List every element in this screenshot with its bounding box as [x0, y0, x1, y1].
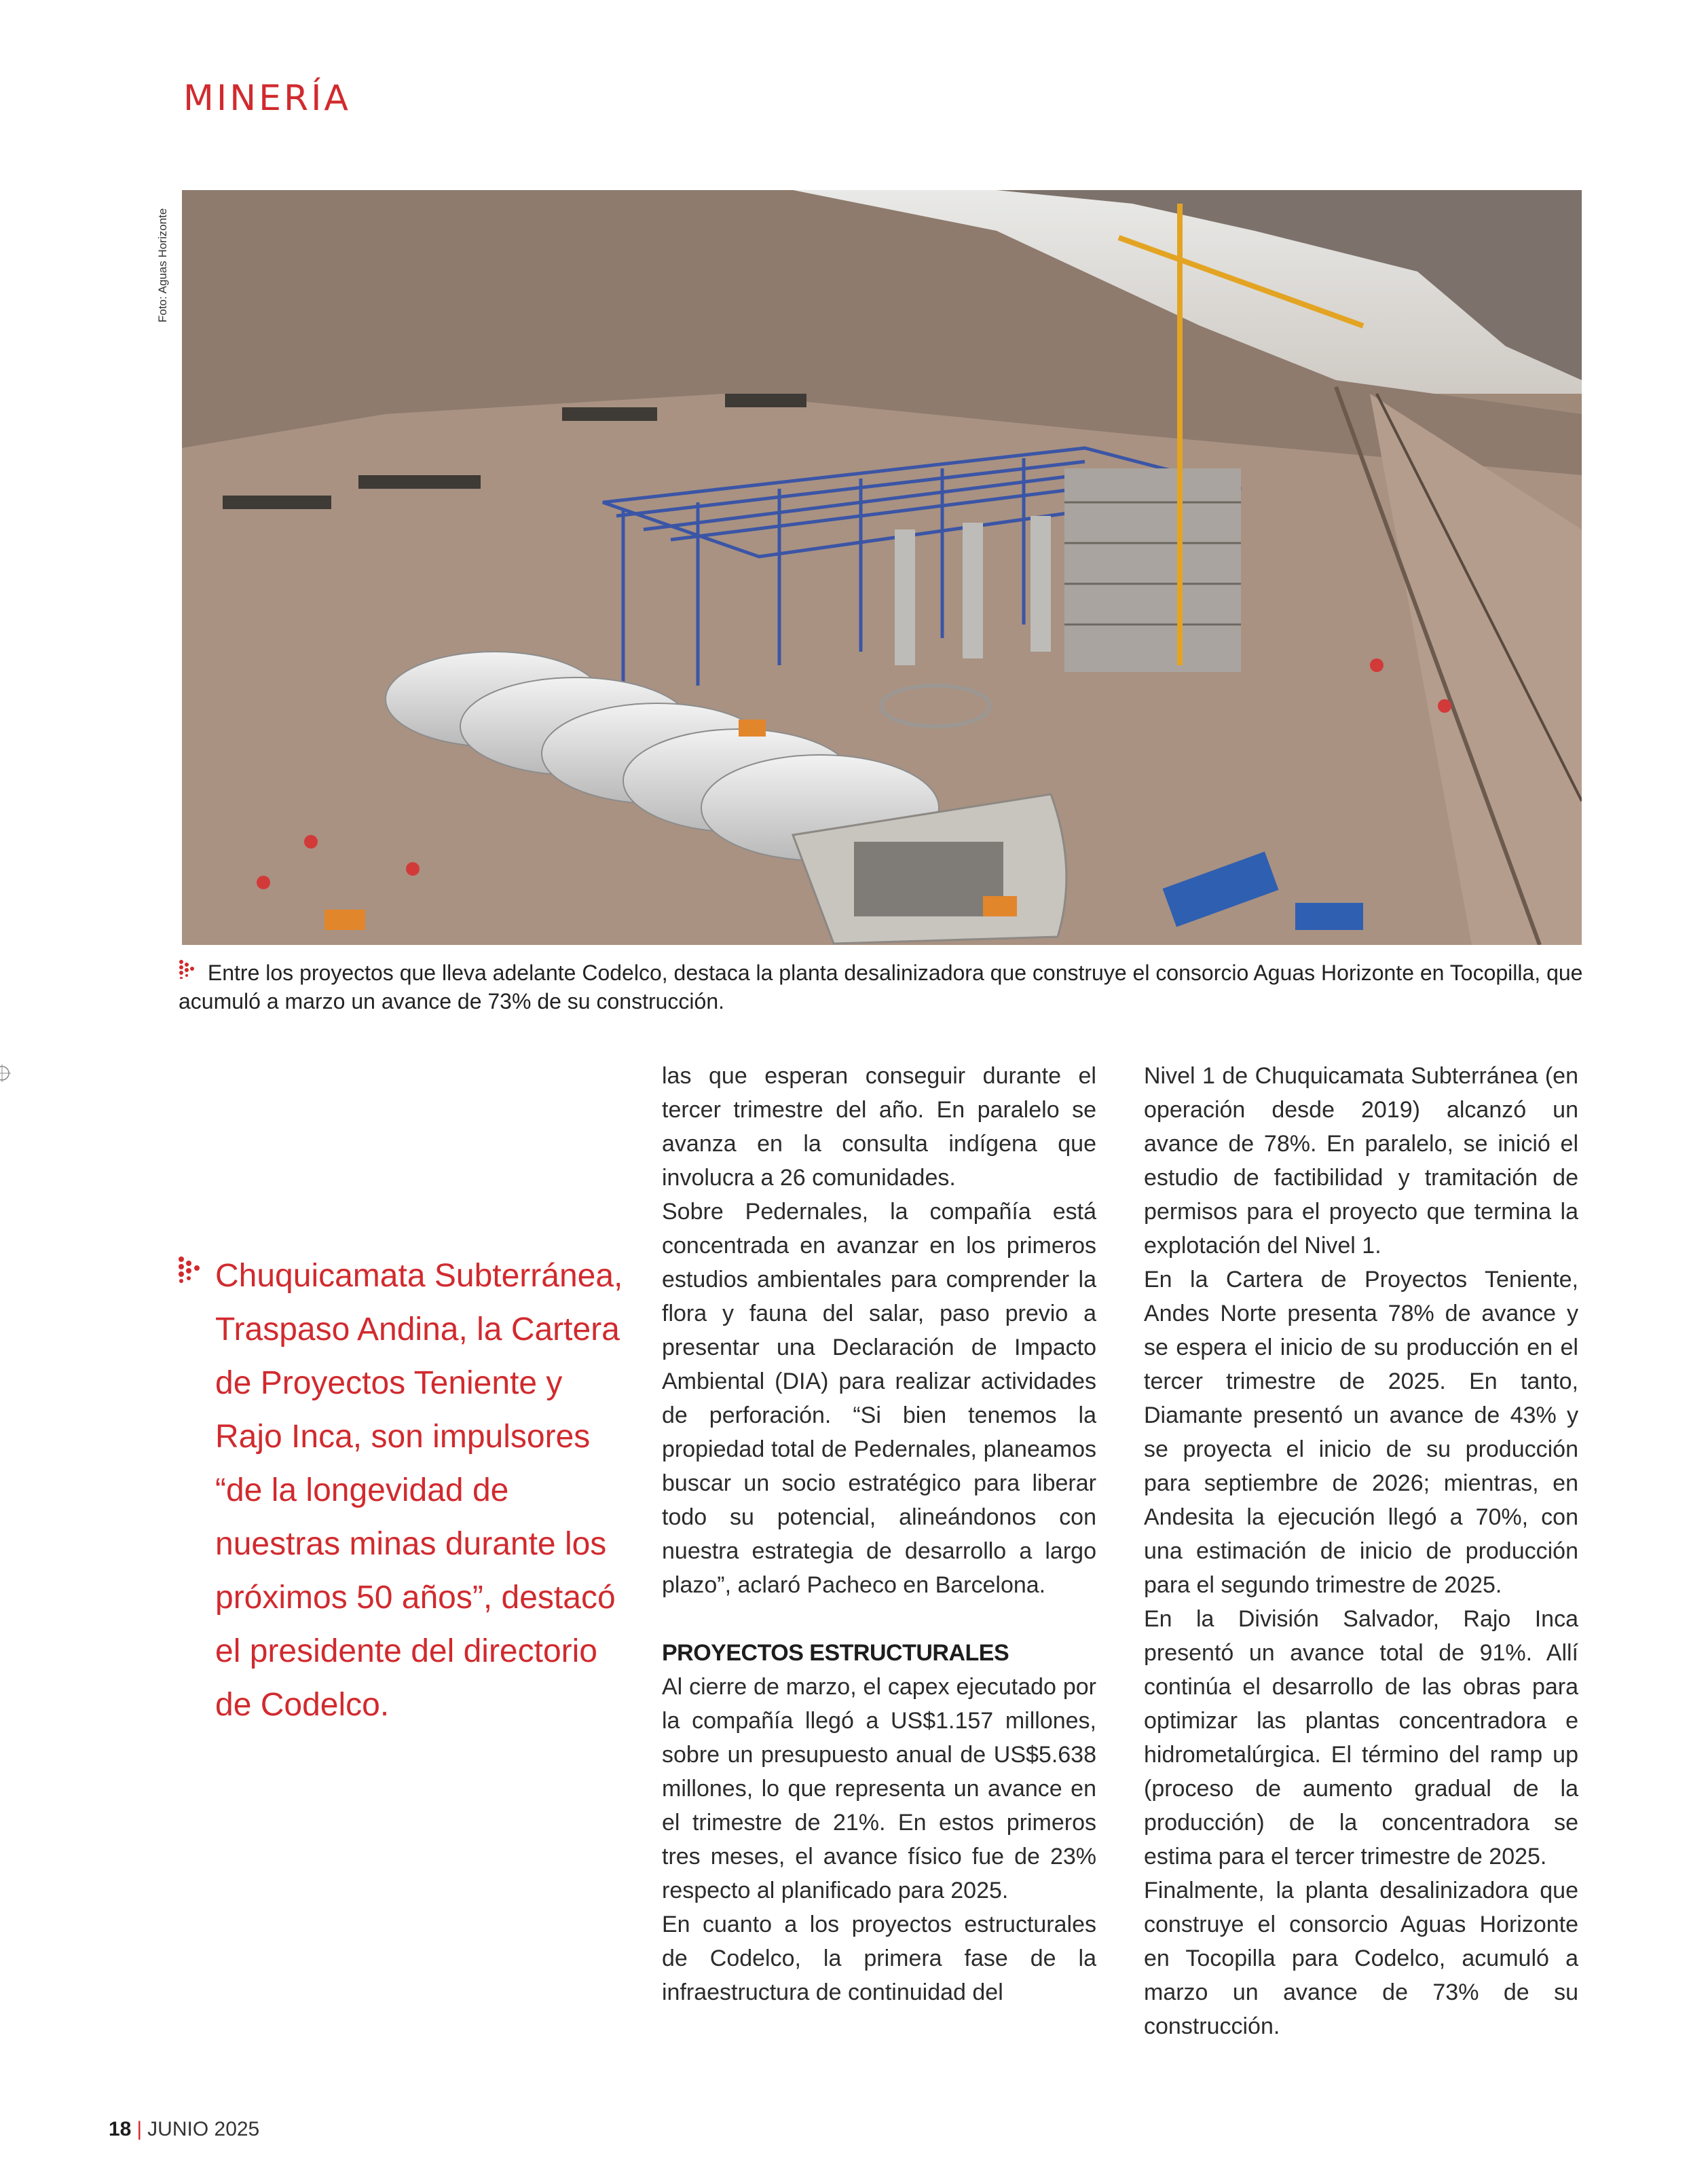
column2-paragraph-2: En la Cartera de Proyectos Teniente, Andes Norte presenta 78% de avance y se espera el inicio de su producción en el tercer trimestre de 2025. En tanto, Diamante presentó un avance de 43% y se proyecta el inicio de su producción para septiembre de 2026; mientras, en Andesita la ejecución llegó a 70%, con una estimación de inicio de producción para el segundo trimestre de 2025.	[1144, 1267, 1578, 1598]
page-footer	[109, 2118, 259, 2141]
pullquote-text: Chuquicamata Subterránea, Traspaso Andina, la Cartera de Proyectos Teniente y Rajo Inca, son impulsores “de la longevidad de nuestras minas durante los próximos 50 años”, destacó el presidente del directorio de Codelco.	[215, 1258, 623, 1723]
page-number: 18	[109, 2118, 132, 2140]
desalination-plant-illustration	[182, 190, 1582, 945]
pullquote-bullet-icon	[178, 1256, 205, 1283]
pull-quote	[178, 1249, 626, 1732]
caption-text: Entre los proyectos que lleva adelante Codelco, destaca la planta desalinizadora que construye el consorcio Aguas Horizonte en Tocopilla, que acumuló a marzo un avance de 73% de su construcción.	[179, 961, 1583, 1013]
section-subheading: PROYECTOS ESTRUCTURALES	[662, 1640, 1009, 1666]
photo-caption	[179, 959, 1584, 1016]
column2-paragraph-1: Nivel 1 de Chuquicamata Subterránea (en operación desde 2019) alcanzó un avance de 78%. En paralelo, se inició el estudio de factibilidad y tramitación de permisos para el proyecto que termina la explotación del Nivel 1.	[1144, 1063, 1578, 1259]
construction-photo	[182, 190, 1582, 945]
column1-paragraph-4: En cuanto a los proyectos estructurales de Codelco, la primera fase de la infraestructura de continuidad del	[662, 1912, 1096, 2005]
body-column-1	[662, 1059, 1096, 2009]
section-label: MINERÍA	[183, 78, 351, 119]
column2-paragraph-3: En la División Salvador, Rajo Inca presentó un avance total de 91%. Allí continúa el desarrollo de las obras para optimizar las plantas concentradora e hidrometalúrgica. El término del ramp up (proceso de aumento gradual de la producción) de la concentradora se estima para el tercer trimestre de 2025.	[1144, 1606, 1578, 1869]
column2-paragraph-4: Finalmente, la planta desalinizadora que construye el consorcio Aguas Horizonte en Tocopilla para Codelco, acumuló a marzo un avance de 73% de su construcción.	[1144, 1878, 1578, 2039]
registration-mark-icon	[0, 1064, 11, 1082]
issue-date: JUNIO 2025	[147, 2118, 260, 2140]
column1-paragraph-3: Al cierre de marzo, el capex ejecutado por la compañía llegó a US$1.157 millones, sobre un presupuesto anual de US$5.638 millones, lo que representa un avance en el trimestre de 21%. En estos primeros tres meses, el avance físico fue de 23% respecto al planificado para 2025.	[662, 1674, 1096, 1903]
photo-credit: Foto: Aguas Horizonte	[156, 208, 169, 322]
column1-paragraph-1: las que esperan conseguir durante el tercer trimestre del año. En paralelo se avanza en la consulta indígena que involucra a 26 comunidades.	[662, 1063, 1096, 1191]
footer-separator: |	[136, 2118, 143, 2140]
body-column-2	[1144, 1059, 1578, 2043]
caption-bullet-icon	[179, 959, 199, 979]
column1-paragraph-2: Sobre Pedernales, la compañía está concentrada en avanzar en los primeros estudios ambientales para comprender la flora y fauna del salar, paso previo a presentar una Declaración de Impacto Ambiental (DIA) para realizar actividades de perforación. “Si bien tenemos la propiedad total de Pedernales, planeamos buscar un socio estratégico para liberar todo su potencial, alineándonos con nuestra estrategia de desarrollo a largo plazo”, aclaró Pacheco en Barcelona.	[662, 1199, 1096, 1598]
